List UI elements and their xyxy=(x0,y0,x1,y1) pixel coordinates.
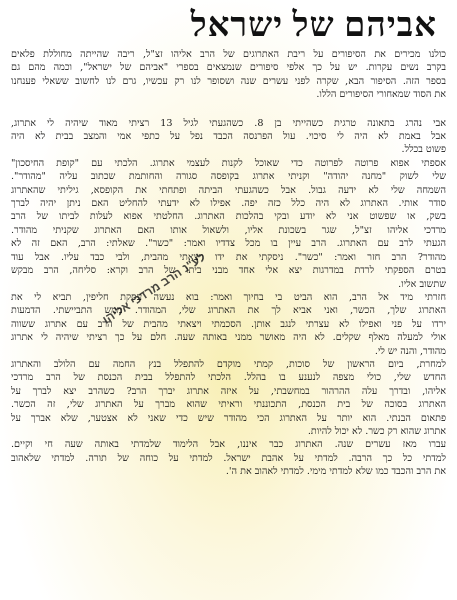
body-line: למחרת, ביום הראשון של סוכות, קמתי מוקדם להתפלל בנץ החמה עם הלולב והאתרוג xyxy=(11,358,446,370)
body-line: שלי לשוק "מחנה יהודה" וקניתי אתרוג בקופסה סגורה והחותמת שכתוב עליה "מהודר". xyxy=(11,171,446,183)
body-line: מרדכי אליהו זצ"ל, שגר בשכונת אליו, ולשאול אותו האם האתרוג שקניתי מהודר. xyxy=(11,224,446,236)
intro-line: את הסוד שמאחורי הסיפורים הללו. xyxy=(316,89,446,101)
body-line: עברו מאז עשרים שנה. האתרוג כבר איננו, אבל הלימוד שלמדתי באותה שעה חי וקיים. xyxy=(11,439,446,451)
intro-line: בקרב נשים עקרות. יש על כך אלפי סיפורים שנמצאים בספרי "אביהם של ישראל", וכמה מהם גם xyxy=(11,62,446,74)
body-line: אליהו, ובדרך עלה ההרהור במחשבתי, על איזה אתרוג יברך הרב? כשהרב יצא לברך על xyxy=(11,385,446,397)
body-line: מהודר? הרב חזר ואמר: "כשר". ניסקתי את ידו ויצאתי מהבית, ולבי כבד עליו. אבל עוד xyxy=(11,251,446,263)
intro-paragraph xyxy=(11,48,446,102)
intro-line: כולנו מכירים את הסיפורים על ריבת האתרוגים של הרב אליהו זצ"ל, ריבה שהייתה מחוללת פלאים xyxy=(11,49,446,60)
body-line: אולי למעלה מאלף שקלים. לא היה מאושר ממני באותה שעה. חלם על כך רציתי שיהיה לי אתרוג xyxy=(11,332,446,344)
body-line: השמחה שלי לא ידעה גבול. אבל כשהגעתי הביתה ופתחתי את הקופסא, גיליתי שהאתרוג xyxy=(11,184,446,196)
page-title: אביהם של ישראל xyxy=(190,7,437,44)
intro-line: בספר הזה. הסיפור הבא, שקרה לפני עשרים שנה ושסופר לנו רק עכשיו, גרם לנו לחשוב ששאלי פענחנו xyxy=(11,75,446,87)
story-body xyxy=(11,117,446,479)
body-line: את הרב והכבד כמו שלא למדתי מימי. למדתי לאהוב את ה'. xyxy=(225,466,446,478)
body-line: פשוט בכלל. xyxy=(401,144,446,156)
body-line: החדש שלי, כולי מצפה לנענע בו בהלל. הלכתי להתפלל בבית הכנסת של הרב מרדכי xyxy=(11,372,446,384)
body-line: האתרוג בסוכה של בית הכנסת, התכוננתי וראיתי שהוא מברך על האתרוג שלי, זה הכשר. xyxy=(11,399,446,411)
body-line: שתשוב אליו. xyxy=(398,278,446,290)
body-line: חזרתי מיד אל הרב, הוא הביט בי בחיוך ואמר: בוא נעשה עסקת חליפין, תביא לי את xyxy=(11,291,446,303)
stamp-watermark: לע"נ הרב מרדכי אליהו xyxy=(100,249,209,327)
body-line: בטרם הספקתי לרדת במדרגות יצא אלי אחד מבני ביתו של הרב וקרא: סליחה, הרב מבקש xyxy=(11,265,446,277)
text-block xyxy=(11,48,446,479)
body-line: אספתי אפוא פרוטה לפרוטה כדי שאוכל לקנות לעצמי אתרוג. הלכתי עם "קופת החיסכון" xyxy=(11,157,446,169)
body-line: בשק, או שפשוט אני לא יודע ובקי בהלכות האתרוג. החלטתי אפוא לעלות לביתו של הרב xyxy=(11,211,446,223)
body-line: סודר אותי. האתרוג לא היה כלל כזה יפה. אפילו לא ידעתי להחליט האם ניתן יהיה לברך xyxy=(11,198,446,210)
body-line: אבל באמת לא היה לי סיכוי. עול הפרנסה הכבד נפל על כתפי אמי והמצב בבית לא היה xyxy=(11,131,446,143)
body-line: למדתי כל כך הרבה. למדתי על אהבת ישראל. למדתי על כוחה של תורה. למדתי שלאהוב xyxy=(11,452,446,464)
body-line: פתאום הבנתי. הוא יותר על האתרוג הכי מהודר שיש כדי שאני לא אצטער, שלא אברך על xyxy=(11,412,446,424)
body-line: האתרוג שלך, הכשר, ואני אביא לך את האתרוג שלי, המהודר. ממש התביישתי. הדמעות xyxy=(11,305,446,317)
body-line: ירדו על פני ואפילו לא עצרתי לנגב אותן. הסכמתי ויצאתי מהבית של הרב עם אתרוג ששווה xyxy=(11,318,446,330)
body-line: אבי נהרג בתאונה טרגית כשהייתי בן 8. כשהגעתי לגיל 13 רציתי מאוד שיהיה לי אתרוג, xyxy=(11,117,446,129)
body-line: מהודר, והנה יש לי. xyxy=(374,345,446,357)
paragraph-gap xyxy=(11,102,446,117)
body-line: הגעתי לרב עם האתרוג. הרב עיין בו מכל צדדיו ואמר: "כשר". שאלתי: הרב, האם זה לא xyxy=(11,238,446,250)
body-line: אתרוג שהוא רק כשר. לא יכול להיות. xyxy=(307,425,446,437)
